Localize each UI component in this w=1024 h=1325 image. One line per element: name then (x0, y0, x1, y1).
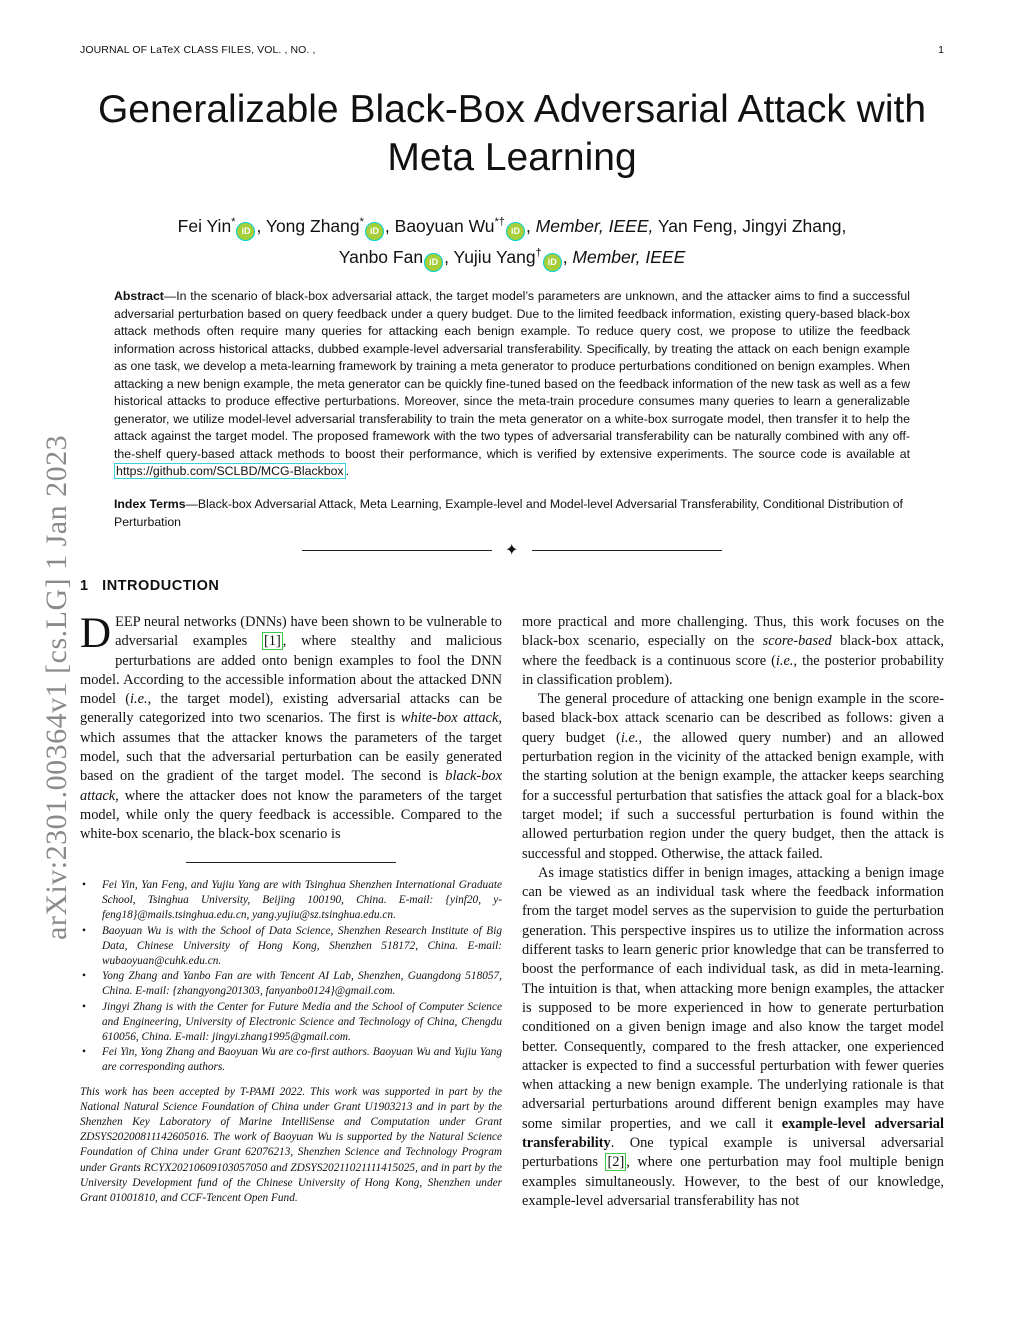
text-span: white-box attack (400, 710, 499, 727)
text-span: black-box attack, where the feedback is a continuous score ( (522, 633, 944, 669)
author-name: Fei Yin (177, 215, 232, 236)
text-span: , where the attacker does not know the parameters of the target model, while only the query feedback is accessible. Compared to the white-box scenario, the black-box scenario is (80, 787, 502, 843)
author-name: Yong Zhang (265, 215, 360, 236)
footnote-item: • Fei Yin, Yong Zhang and Baoyuan Wu are co-first authors. Baoyuan Wu and Yujiu Yang are corresponding authors. (80, 1045, 502, 1075)
divider-diamond-icon: ✦ (505, 542, 519, 559)
left-column (80, 610, 502, 845)
orcid-icon[interactable]: iD (424, 253, 443, 272)
orcid-icon[interactable]: iD (365, 222, 384, 241)
section-divider (302, 544, 722, 558)
author-name: Yanbo Fan (338, 246, 424, 267)
intro-paragraph-2 (522, 613, 944, 690)
text-span: , the allowed query number) and an allowed perturbation region in the vicinity of the attacked benign example, with the starting solution at the benign example, the attacker keeps searching for a successful perturbation that satisfies the attack goal for a black-box target model; if such a successful perturbation is found within the allowed perturbation region under the query budget, then the attack is successful and stopped. Otherwise, the attack failed. (522, 729, 944, 862)
text-span: , where stealthy and malicious perturbations are added onto benign examples to fool the DNN model. According to the accessible information about the attacked DNN model ( (80, 633, 502, 708)
author-name: Baoyuan Wu (394, 215, 495, 236)
arxiv-stamp: arXiv:2301.00364v1 [cs.LG] 1 Jan 2023 (40, 434, 73, 940)
running-header (80, 44, 315, 56)
orcid-icon[interactable]: iD (543, 253, 562, 272)
text-span: , where one perturbation may fool multiple benign examples simultaneously. However, to the best of our knowledge, example-level adversarial transferability has not (522, 1154, 945, 1209)
header-journal-suffix: CLASS FILES, VOL. , NO. , (180, 44, 316, 56)
text-span: black-box attack (80, 768, 502, 804)
text-span: example-level adversarial transferability (522, 1115, 944, 1152)
text-span: As image statistics differ in benign images, attacking a benign image can be viewed as an individual task where the feedback information from the target model serves as the supervision to guide the perturbation generation. This perspective inspires us to utilize the information across different tasks to learn generic prior knowledge that can be transferred to boost the performance of each individual task, as did in meta-learning. The intuition is that, when attacking more benign examples, the attacker is supposed to be more experienced in how to generate perturbation conditioned on a given benign image and also know the target model better. Consequently, compared to the fresh attacker, one experienced attacker is expected to find a successful perturbation with fewer queries when attacking a new benign example. The underlying rationale is that adversarial perturbations around different benign examples may have some similar properties, and we call it (522, 864, 944, 1132)
text-span: score-based (762, 633, 832, 650)
divider-line-left (302, 550, 492, 551)
drop-cap: D (80, 610, 112, 657)
text-span: , the posterior probability in classification problem). (522, 652, 944, 688)
header-latex-logo: LaTeX (150, 44, 181, 56)
text-span: , which assumes that the attacker knows the parameters of the target model, such that the adversarial perturbation can be easily generated based on the gradient of the target model. The second is (80, 710, 502, 785)
text-span: . One typical example is universal adversarial perturbations (522, 1135, 944, 1171)
text-span: i.e. (775, 652, 794, 669)
index-terms (114, 496, 910, 531)
abstract-label: Abstract (114, 289, 164, 303)
orcid-icon[interactable]: iD (236, 222, 255, 241)
abstract-text: —In the scenario of black-box adversarial attack, the target model’s parameters are unknown, and the attacker aims to find a successful adversarial perturbation based on query feedback under a query budget. Due to the limited feedback information, existing query-based black-box attack methods often require many queries for attacking each benign example. To reduce query cost, we propose to utilize the feedback information across historical attacks, dubbed example-level adversarial transferability. Specifically, by treating the attack on each benign example as one task, we develop a meta-learning framework by training a meta generator to produce perturbations conditioned on benign examples. When attacking a new benign example, the meta generator can be quickly fine-tuned based on the feedback information of the new task as well as a few historical attacks to produce effective perturbations. Moreover, since the meta-train procedure consumes many queries to learn a generalizable generator, we utilize model-level adversarial transferability to train the meta generator on a white-box surrogate model, then transfer it to help the attack against the target model. The proposed framework with the two types of adversarial transferability can be naturally combined with any off-the-shelf query-based attack methods to boost their performance, which is verified by extensive experiments. The source code is available at (114, 289, 910, 461)
author-mark: † (535, 246, 542, 259)
section-number: 1 (80, 578, 89, 594)
code-link[interactable]: https://github.com/SCLBD/MCG-Blackbox (116, 464, 344, 478)
intro-paragraph-3 (522, 690, 944, 864)
author-affiliation: Member, IEEE (572, 246, 686, 267)
text-span: i.e. (130, 691, 148, 708)
footnote-list (80, 878, 502, 1076)
author-name: Yujiu Yang (453, 246, 536, 267)
footnote-item: • Fei Yin, Yan Feng, and Yujiu Yang are with Tsinghua Shenzhen International Graduate School, Tsinghua University, Beijing 100190, China. E-mail: {yinf20, y-feng18}@mails.tsinghua.edu.cn, yang.yujiu@sz.tsinghua.edu.cn. (80, 878, 502, 924)
section-title: INTRODUCTION (102, 578, 220, 594)
author-mark: * (359, 216, 364, 228)
abstract-end: . (345, 464, 349, 478)
right-column (522, 613, 944, 1211)
text-span: i.e. (620, 729, 639, 746)
paper-title: Generalizable Black-Box Adversarial Attack with Meta Learning (97, 88, 927, 179)
text-span: EEP neural networks (DNNs) have been shown to be vulnerable to adversarial examples (115, 614, 502, 650)
intro-paragraph-4 (522, 864, 944, 1211)
page-number: 1 (938, 44, 944, 56)
author-mark: *† (494, 216, 505, 228)
index-terms-label: Index Terms (114, 497, 186, 511)
footnotes (80, 878, 502, 1206)
text-span: The general procedure of attacking one benign example in the score-based black-box attack scenario can be described as follows: given a query budget ( (522, 691, 944, 746)
author-affiliation: Member, IEEE, (535, 215, 654, 236)
text-span: , the target model), existing adversarial attacks can be generally categorized into two scenarios. The first is (80, 691, 502, 727)
footnote-item: • Baoyuan Wu is with the School of Data Science, Shenzhen Research Institute of Big Data, Chinese University of Hong Kong, Shenzhen 518172, China. E-mail: wubaoyuan@cuhk.edu.cn. (80, 924, 502, 970)
divider-line-right (532, 550, 722, 551)
section-heading (80, 578, 219, 594)
orcid-icon[interactable]: iD (506, 222, 525, 241)
header-journal-prefix: JOURNAL OF (80, 44, 151, 56)
citation-link[interactable]: [2] (607, 1154, 625, 1171)
footnote-rule (186, 862, 396, 863)
intro-paragraph-1 (80, 610, 502, 845)
index-terms-text: —Black-box Adversarial Attack, Meta Learning, Example-level and Model-level Adversarial Transferability, Conditional Distribution of Perturbation (114, 497, 903, 529)
author-list: Fei Yin*iD , Yong Zhang*iD , Baoyuan Wu*†iD , Member, IEEE, Yan Feng, Jingyi Zhang, Yanbo Fan iD , Yujiu Yang†iD , Member, IEEE (80, 210, 944, 272)
author-name: Yan Feng, Jingyi Zhang, (657, 215, 847, 236)
abstract (114, 288, 910, 481)
footnote-item: • Jingyi Zhang is with the Center for Future Media and the School of Computer Science and Engineering, University of Electronic Science and Technology of China, Chengdu 610056, China. E-mail: jingyi.zhang1995@gmail.com. (80, 1000, 502, 1046)
citation-link[interactable]: [1] (264, 633, 281, 650)
author-mark: * (231, 216, 236, 228)
acknowledgement: This work has been accepted by T-PAMI 2022. This work was supported in part by the National Natural Science Foundation of China under Grant U1903213 and in part by the Shenzhen Key Laboratory of Marine IntelliSense and Computation under Grant ZDSYS20200811142605016. The work of Baoyuan Wu is supported by the Natural Science Foundation of China under Grant 62076213, Shenzhen Science and Technology Program under Grants RCYX20210609103057050 and ZDSYS20211021111415025, and in part by the University Development fund of the Chinese University of Hong Kong, Shenzhen under Grant 01001810, and CCF-Tencent Open Fund. (80, 1085, 502, 1205)
text-span: more practical and more challenging. Thus, this work focuses on the black-box scenario, especially on the (522, 614, 944, 650)
footnote-item: • Yong Zhang and Yanbo Fan are with Tencent AI Lab, Shenzhen, Guangdong 518057, China. E-mail: {zhangyong201303, fanyanbo0124}@gmail.com. (80, 969, 502, 999)
